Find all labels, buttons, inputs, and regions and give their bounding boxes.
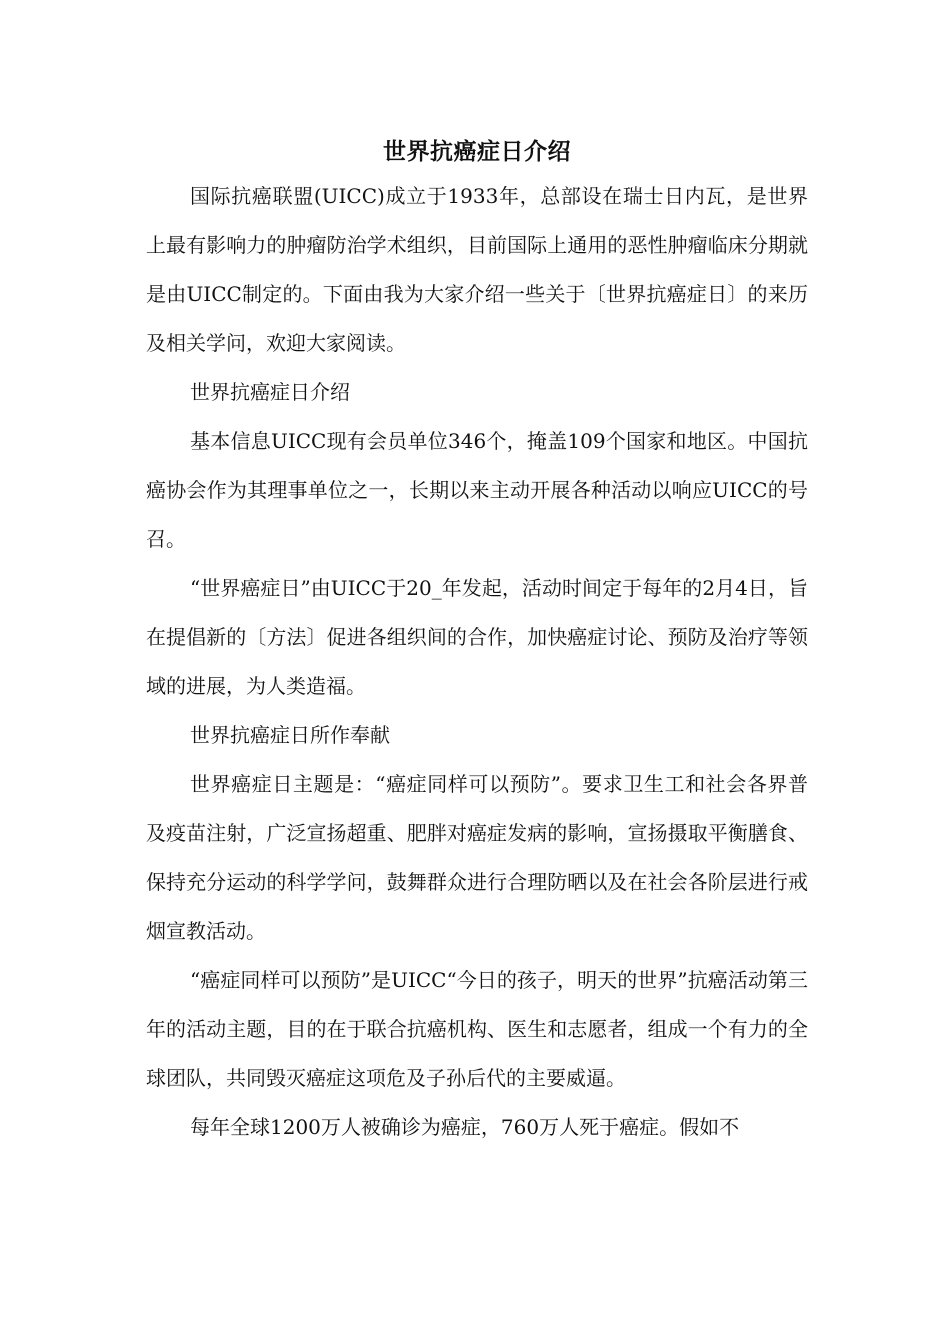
section-heading-contribution: 世界抗癌症日所作奉献 <box>190 723 390 747</box>
document-title: 世界抗癌症日介绍 <box>383 138 571 165</box>
paragraph-campaign: “癌症同样可以预防”是UICC“今日的孩子，明天的世界”抗癌活动第三年的活动主题，目的在于联合抗癌机构、医生和志愿者，组成一个有力的全球团队，共同毁灭癌症这项危及子孙后代的主要威逼。 <box>146 968 808 1090</box>
paragraph-world-cancer-day: “世界癌症日”由UICC于20_年发起，活动时间定于每年的2月4日，旨在提倡新的〔方法〕促进各组织间的合作，加快癌症讨论、预防及治疗等领域的进展，为人类造福。 <box>146 576 808 698</box>
document-body <box>146 132 808 1152</box>
paragraph-basic-info: 基本信息UICC现有会员单位346个，掩盖109个国家和地区。中国抗癌协会作为其理事单位之一，长期以来主动开展各种活动以响应UICC的号召。 <box>146 429 808 551</box>
paragraph-statistics: 每年全球1200万人被确诊为癌症，760万人死于癌症。假如不 <box>190 1115 740 1139</box>
paragraph-theme: 世界癌症日主题是：“癌症同样可以预防”。要求卫生工和社会各界普及疫苗注射，广泛宣扬超重、肥胖对癌症发病的影响，宣扬摄取平衡膳食、保持充分运动的科学学问，鼓舞群众进行合理防晒以及在社会各阶层进行戒烟宣教活动。 <box>146 772 808 943</box>
section-heading-introduction: 世界抗癌症日介绍 <box>190 380 350 404</box>
paragraph-intro: 国际抗癌联盟(UICC)成立于1933年，总部设在瑞士日内瓦，是世界上最有影响力的肿瘤防治学术组织，目前国际上通用的恶性肿瘤临床分期就是由UICC制定的。下面由我为大家介绍一些关于〔世界抗癌症日〕的来历及相关学问，欢迎大家阅读。 <box>146 184 808 355</box>
